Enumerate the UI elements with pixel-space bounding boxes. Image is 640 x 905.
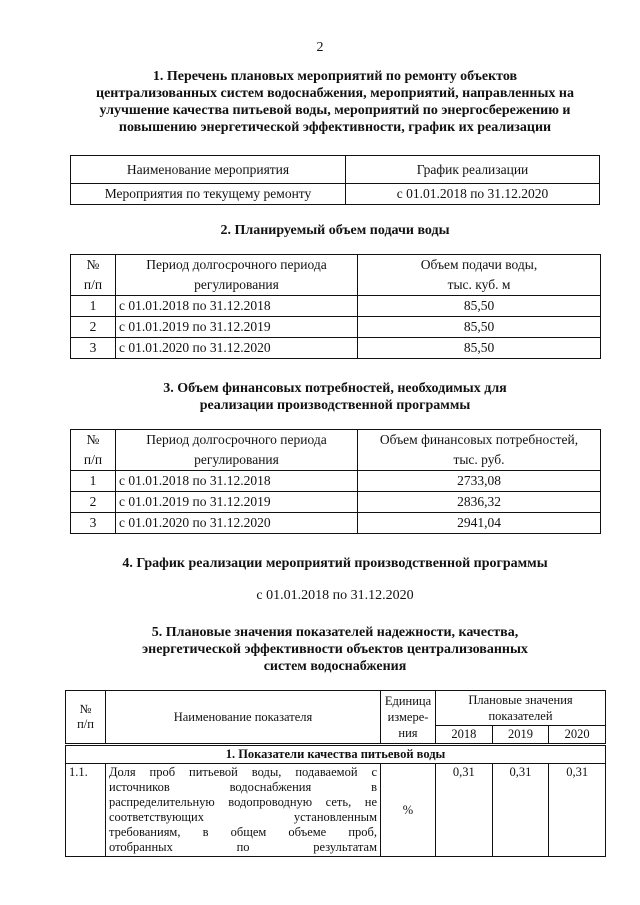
col-header-num: № п/п — [66, 691, 106, 745]
col-header-volume: Объем подачи воды, тыс. куб. м — [358, 255, 601, 296]
value-2018: 0,31 — [436, 764, 493, 857]
year-2020-header: 2020 — [549, 726, 606, 745]
section1-title-line: улучшение качества питьевой воды, мероприятий по энергосбережению и — [99, 103, 571, 118]
section4-title: 4. График реализации мероприятий производственной программы — [122, 556, 548, 571]
section5-title: 5. Плановые значения показателей надежности, качества, энергетической эффективности объектов централизованных систем водоснабжения — [142, 625, 528, 674]
table-row: 1 с 01.01.2018 по 31.12.2018 85,50 — [71, 296, 601, 317]
table-row: 2 с 01.01.2019 по 31.12.2019 85,50 — [71, 317, 601, 338]
table-row: 2 с 01.01.2019 по 31.12.2019 2836,32 — [71, 492, 601, 513]
col-header-period: Период долгосрочного периода регулирования — [116, 430, 358, 471]
section2-title: 2. Планируемый объем подачи воды — [220, 223, 450, 238]
col-header-activity: Наименование мероприятия — [71, 156, 346, 184]
indicators-table — [65, 690, 606, 857]
col-header-financial: Объем финансовых потребностей, тыс. руб. — [358, 430, 601, 471]
col-header-schedule: График реализации — [346, 156, 600, 184]
table-row: 1 с 01.01.2018 по 31.12.2018 2733,08 — [71, 471, 601, 492]
activities-table — [70, 155, 600, 205]
section1-title-line: 1. Перечень плановых мероприятий по ремонту объектов — [152, 69, 518, 84]
year-2019-header: 2019 — [492, 726, 549, 745]
value-2019: 0,31 — [492, 764, 549, 857]
unit-cell: % — [381, 764, 436, 857]
col-header-num: № п/п — [71, 430, 116, 471]
financial-needs-table — [70, 429, 601, 534]
col-header-planned: Плановые значения показателей — [436, 691, 606, 726]
col-header-num: № п/п — [71, 255, 116, 296]
water-volume-table — [70, 254, 601, 359]
schedule-cell: с 01.01.2018 по 31.12.2020 — [346, 184, 600, 205]
col-header-period: Период долгосрочного периода регулирования — [116, 255, 358, 296]
indicator-description: Доля проб питьевой воды, подаваемой с источников водоснабжения в распределительную водопроводную сеть, не соответствующих установленным требованиям, в общем объеме проб, отобранных по результатам — [106, 764, 381, 857]
value-2020: 0,31 — [549, 764, 606, 857]
col-header-indicator: Наименование показателя — [106, 691, 381, 745]
table-row — [66, 764, 606, 857]
page-number: 2 — [316, 40, 324, 55]
section1-title — [40, 68, 630, 136]
section1-title-line: централизованных систем водоснабжения, мероприятий, направленных на — [96, 86, 574, 101]
row-number: 1.1. — [66, 764, 106, 857]
table-row: 3 с 01.01.2020 по 31.12.2020 85,50 — [71, 338, 601, 359]
section3-title: 3. Объем финансовых потребностей, необходимых для реализации производственной программы — [163, 381, 507, 413]
section4-period: с 01.01.2018 по 31.12.2020 — [256, 588, 414, 603]
col-header-unit: Единица измере- ния — [381, 691, 436, 745]
section1-title-line: повышению энергетической эффективности, график их реализации — [118, 120, 552, 135]
year-2018-header: 2018 — [436, 726, 493, 745]
activity-cell: Мероприятия по текущему ремонту — [71, 184, 346, 205]
table-row: 3 с 01.01.2020 по 31.12.2020 2941,04 — [71, 513, 601, 534]
group-title: 1. Показатели качества питьевой воды — [66, 745, 606, 764]
